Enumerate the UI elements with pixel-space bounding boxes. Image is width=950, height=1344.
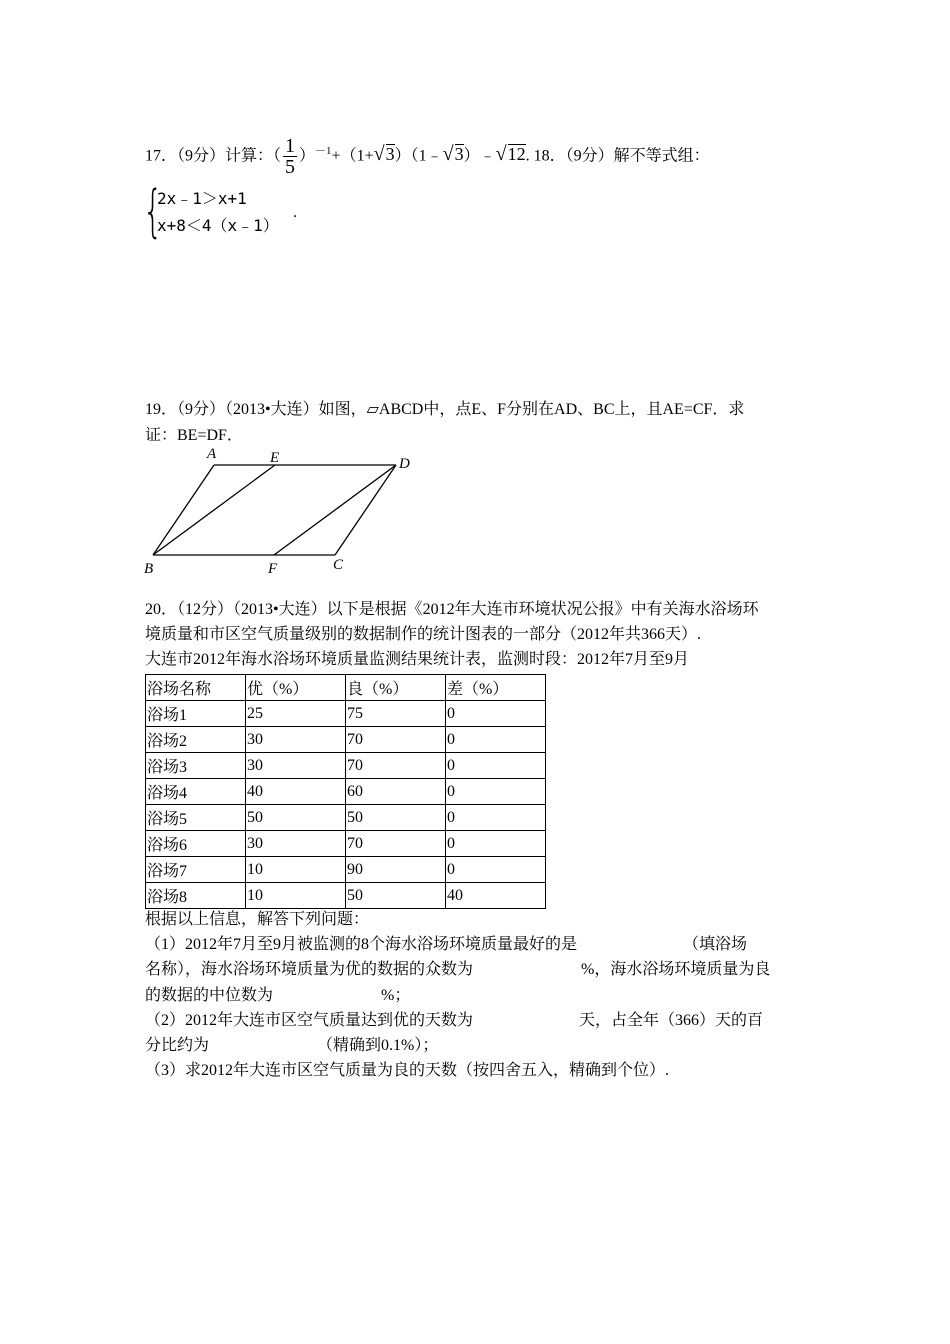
q20-part3: （3）求2012年大连市区空气质量为良的天数（按四舍五入，精确到个位）. bbox=[145, 1062, 670, 1079]
table-cell: 50 bbox=[346, 805, 446, 831]
table-cell: 40 bbox=[446, 883, 546, 909]
q17-frac-denominator: 5 bbox=[285, 156, 296, 179]
table-cell: 0 bbox=[446, 857, 546, 883]
table-header-cell: 浴场名称 bbox=[146, 675, 246, 701]
q17-sqrt-3b bbox=[443, 133, 464, 179]
table-row bbox=[146, 857, 546, 883]
q18-inequality-1: 2x﹣1＞x+1 bbox=[157, 189, 247, 208]
q20-intro: 根据以上信息，解答下列问题： bbox=[145, 911, 370, 928]
table-header-cell: 差（%） bbox=[446, 675, 546, 701]
q20-p1-text-b: （填浴场 bbox=[683, 936, 748, 953]
edge-dc bbox=[335, 465, 396, 555]
table-cell: 30 bbox=[246, 727, 346, 753]
q20-p2-text-a: （2）2012年大连市区空气质量达到优的天数为 bbox=[145, 1012, 474, 1029]
q17-expression bbox=[145, 128, 710, 179]
table-cell: 浴场5 bbox=[146, 805, 246, 831]
table-cell: 25 bbox=[246, 701, 346, 727]
table-cell: 浴场8 bbox=[146, 883, 246, 909]
table-row bbox=[146, 701, 546, 727]
table-row bbox=[146, 805, 546, 831]
edge-ab bbox=[153, 465, 214, 555]
q17-open-paren: （ bbox=[273, 147, 282, 165]
q20-part1-line3 bbox=[145, 984, 410, 1008]
table-cell: 10 bbox=[246, 857, 346, 883]
segment-fd bbox=[274, 465, 396, 555]
q18-end: . bbox=[293, 204, 297, 221]
q20-part2-line1 bbox=[145, 1009, 763, 1033]
segment-be bbox=[153, 465, 275, 555]
q18-brace-icon: { bbox=[143, 179, 163, 244]
table-cell: 60 bbox=[346, 779, 446, 805]
q20-part1-line1 bbox=[145, 933, 747, 957]
table-cell: 30 bbox=[246, 753, 346, 779]
q17-sqrt-12 bbox=[496, 133, 526, 179]
table-header-cell: 良（%） bbox=[346, 675, 446, 701]
q17-label: 17．（9分）计算： bbox=[145, 147, 274, 165]
table-cell: 50 bbox=[346, 883, 446, 909]
q17-sqrt-3b-radicand: 3 bbox=[454, 144, 464, 165]
q18-inequality-2: x+8＜4（x﹣1） bbox=[157, 216, 279, 235]
table-cell: 70 bbox=[346, 831, 446, 857]
table-cell: 10 bbox=[246, 883, 346, 909]
table-cell: 浴场3 bbox=[146, 753, 246, 779]
table-row bbox=[146, 831, 546, 857]
q20-part2-line2 bbox=[145, 1034, 438, 1058]
q20-p1-text-d: %，海水浴场环境质量为良 bbox=[581, 961, 771, 978]
q17-sqrt-3a-radicand: 3 bbox=[385, 144, 395, 165]
table-cell: 0 bbox=[446, 805, 546, 831]
table-cell: 浴场1 bbox=[146, 701, 246, 727]
table-row bbox=[146, 753, 546, 779]
table-cell: 30 bbox=[246, 831, 346, 857]
table-cell: 0 bbox=[446, 753, 546, 779]
table-header-cell: 优（%） bbox=[246, 675, 346, 701]
table-cell: 0 bbox=[446, 779, 546, 805]
q17-close-paren: ） bbox=[299, 147, 316, 165]
table-cell: 浴场4 bbox=[146, 779, 246, 805]
table-cell: 浴场6 bbox=[146, 831, 246, 857]
q17-sqrt-3a bbox=[374, 133, 395, 179]
q17-part4: ）﹣ bbox=[463, 147, 496, 165]
table-cell: 70 bbox=[346, 727, 446, 753]
q20-p2-text-c: 分比约为 bbox=[145, 1037, 210, 1054]
q20-line-1: 20．（12分）（2013•大连）以下是根据《2012年大连市环境状况公报》中有关海水浴场环 bbox=[145, 601, 759, 618]
q19-line-2: 证：BE=DF． bbox=[145, 427, 243, 444]
q18-label: 18．（9分）解不等式组： bbox=[533, 147, 710, 165]
label-f: F bbox=[268, 561, 278, 577]
q20-p1-text-a: （1）2012年7月至9月被监测的8个海水浴场环境质量最好的是 bbox=[145, 936, 578, 953]
beach-quality-table bbox=[145, 674, 546, 909]
table-cell: 50 bbox=[246, 805, 346, 831]
q20-p1-text-e: 的数据的中位数为 bbox=[145, 987, 274, 1004]
q17-part2: +（1+ bbox=[331, 147, 374, 165]
label-e: E bbox=[270, 450, 280, 466]
table-cell: 90 bbox=[346, 857, 446, 883]
table-cell: 0 bbox=[446, 727, 546, 753]
table-cell: 0 bbox=[446, 831, 546, 857]
q17-fraction bbox=[283, 136, 297, 177]
table-cell: 0 bbox=[446, 701, 546, 727]
table-row bbox=[146, 779, 546, 805]
q20-p2-text-b: 天，占全年（366）天的百 bbox=[579, 1012, 764, 1029]
q17-exponent: －1 bbox=[315, 145, 332, 157]
q17-part3: ）（1﹣ bbox=[394, 147, 443, 165]
q20-p1-text-f: %； bbox=[381, 987, 411, 1004]
label-b: B bbox=[144, 561, 154, 577]
table-row bbox=[146, 727, 546, 753]
table-cell: 70 bbox=[346, 753, 446, 779]
q17-sqrt-12-radicand: 12 bbox=[507, 144, 526, 165]
table-cell: 浴场7 bbox=[146, 857, 246, 883]
q17-frac-numerator: 1 bbox=[285, 135, 296, 158]
q20-part1-line2 bbox=[145, 958, 770, 982]
q19-line-1: 19．（9分）（2013•大连）如图，▱ABCD中，点E、F分别在AD、BC上，且AE=CF．求 bbox=[145, 401, 745, 418]
table-header-row bbox=[146, 675, 546, 701]
table-cell: 75 bbox=[346, 701, 446, 727]
parallelogram-figure bbox=[140, 448, 420, 578]
q20-p2-text-d: （精确到0.1%）； bbox=[317, 1037, 439, 1054]
table-cell: 浴场2 bbox=[146, 727, 246, 753]
label-c: C bbox=[333, 557, 344, 573]
table-cell: 40 bbox=[246, 779, 346, 805]
q20-table-caption: 大连市2012年海水浴场环境质量监测结果统计表，监测时段：2012年7月至9月 bbox=[145, 651, 690, 668]
q20-p1-text-c: 名称），海水浴场环境质量为优的数据的众数为 bbox=[145, 961, 474, 978]
table-row bbox=[146, 883, 546, 909]
q20-line-2: 境质量和市区空气质量级别的数据制作的统计图表的一部分（2012年共366天）. bbox=[145, 626, 702, 643]
q17-end: . bbox=[525, 147, 530, 165]
label-a: A bbox=[207, 448, 217, 462]
label-d: D bbox=[399, 456, 410, 472]
